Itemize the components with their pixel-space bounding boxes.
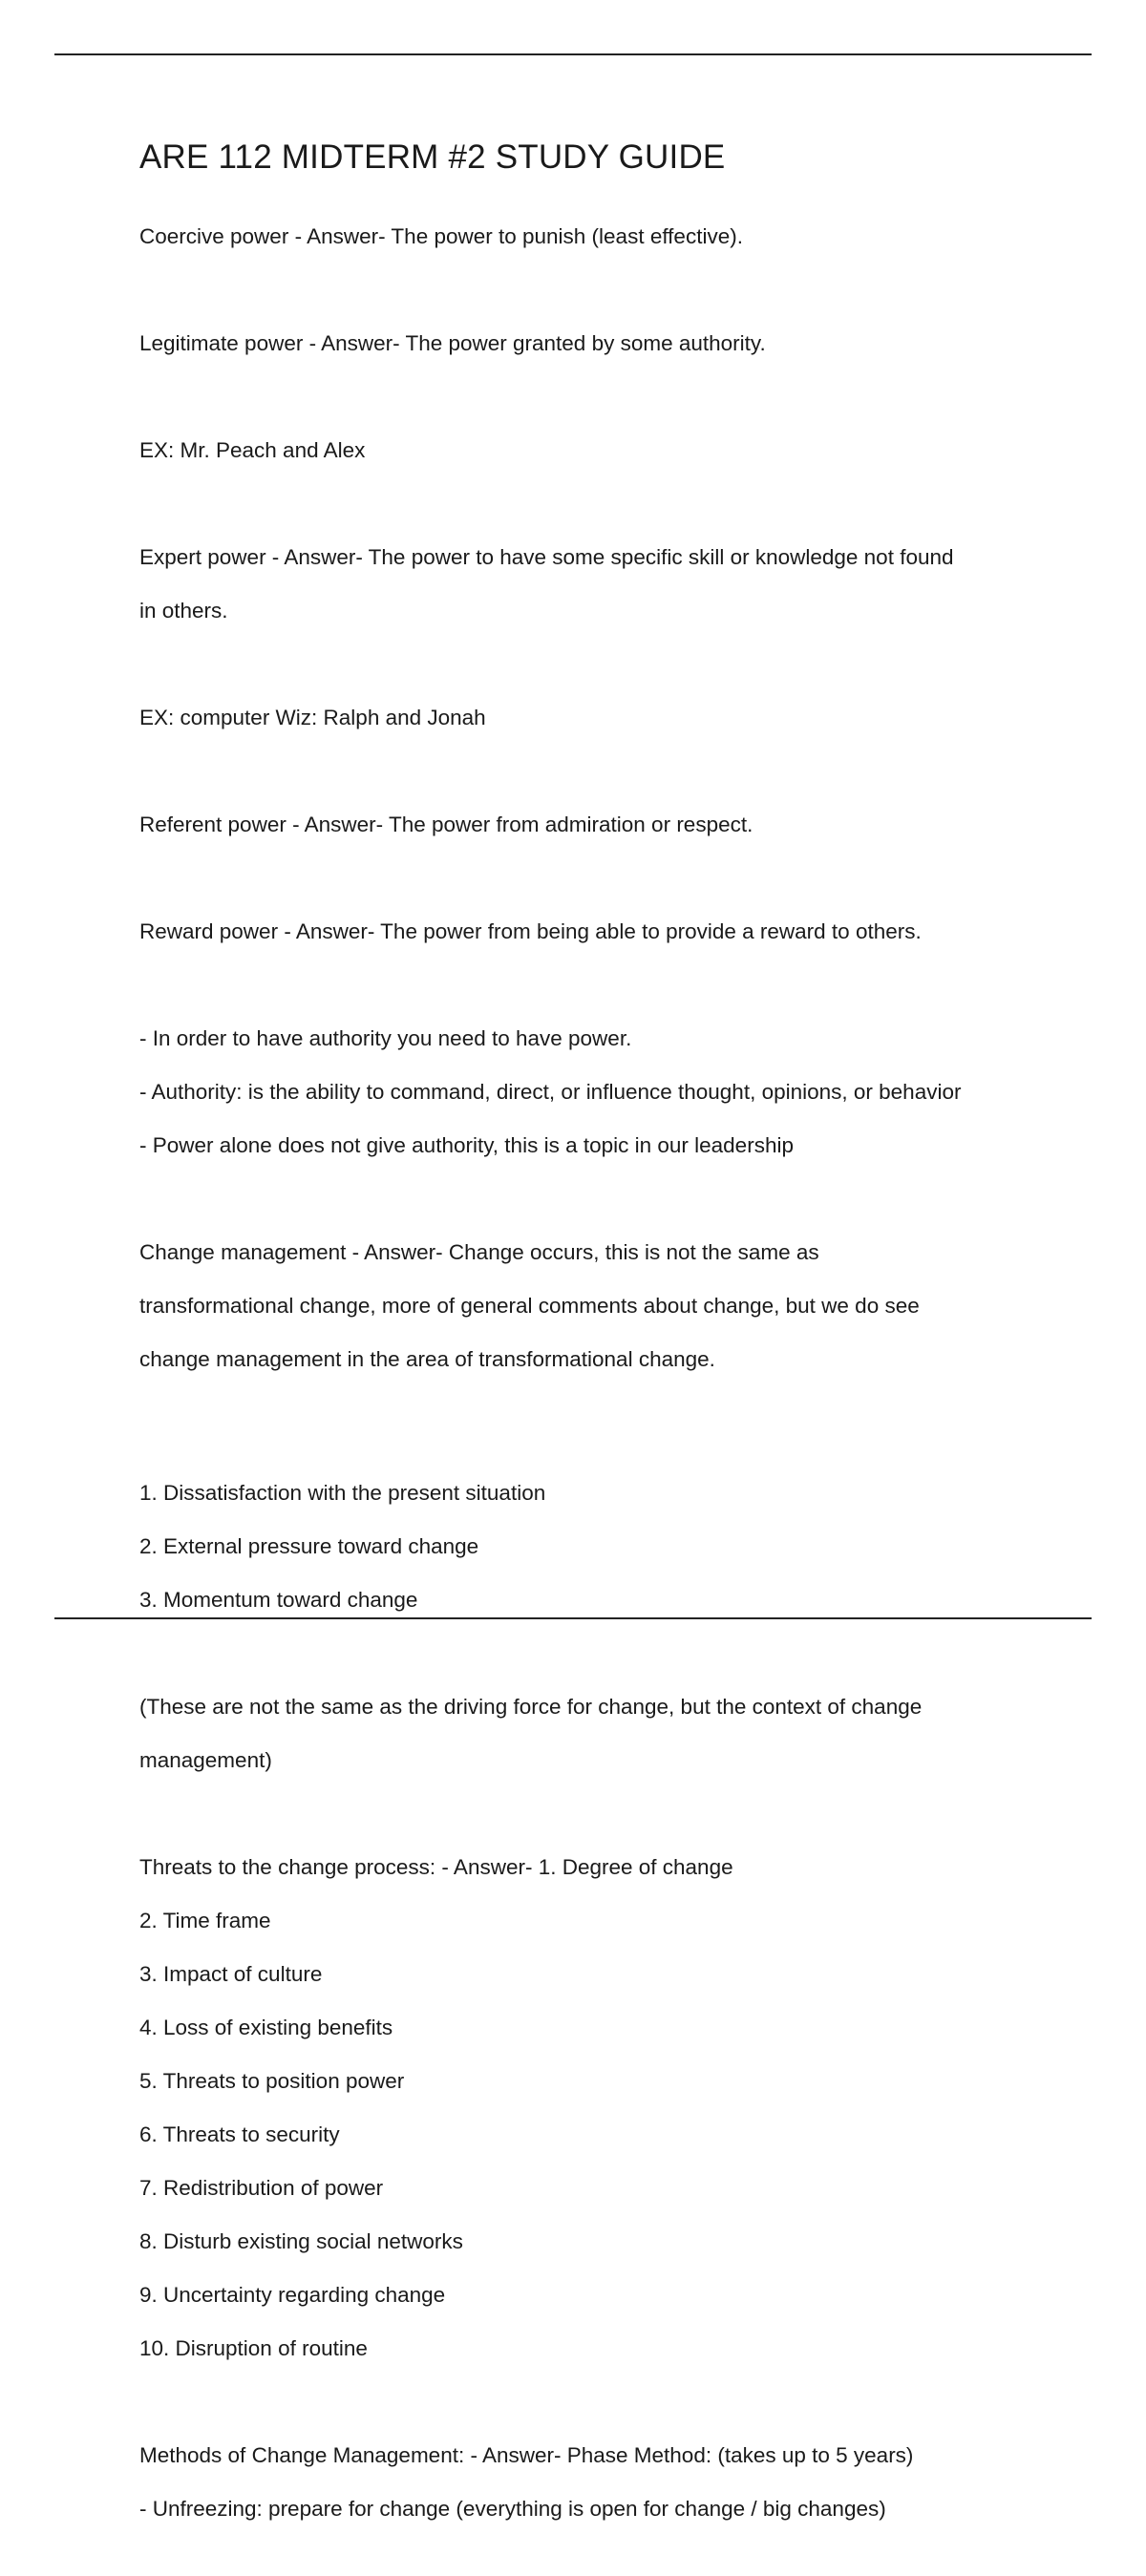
list-threats-to-change xyxy=(139,1827,1037,2389)
text-line: Change management - Answer- Change occurs, this is not the same as xyxy=(139,1240,819,1264)
paragraph-context-note xyxy=(139,1667,1037,1801)
text-line: EX: Mr. Peach and Alex xyxy=(139,438,366,462)
text-line: Reward power - Answer- The power from being able to provide a reward to others. xyxy=(139,919,922,943)
text-line: - Authority: is the ability to command, direct, or influence thought, opinions, or behavior xyxy=(139,1080,962,1104)
paragraph-example-legitimate xyxy=(139,411,1037,491)
text-line: transformational change, more of general comments about change, but we do see xyxy=(139,1294,920,1318)
list-item: 3. Momentum toward change xyxy=(139,1588,418,1612)
spacer xyxy=(139,1426,1037,1453)
text-line: in others. xyxy=(139,599,228,623)
top-rule xyxy=(54,53,1092,55)
text-line: Methods of Change Management: - Answer- Phase Method: (takes up to 5 years) xyxy=(139,2443,914,2467)
list-change-context xyxy=(139,1453,1037,1640)
list-item: 6. Threats to security xyxy=(139,2122,340,2146)
list-item: 3. Impact of culture xyxy=(139,1962,323,1986)
text-line: - Unfreezing: prepare for change (everything is open for change / big changes) xyxy=(139,2497,886,2521)
text-line: EX: computer Wiz: Ralph and Jonah xyxy=(139,706,486,729)
paragraph-coercive-power xyxy=(139,197,1037,277)
paragraph-example-expert xyxy=(139,678,1037,758)
bottom-rule xyxy=(54,1617,1092,1619)
paragraph-change-management xyxy=(139,1213,1037,1400)
text-line: Expert power - Answer- The power to have some specific skill or knowledge not found xyxy=(139,545,954,569)
text-line: change management in the area of transformational change. xyxy=(139,1347,715,1371)
list-item: 5. Threats to position power xyxy=(139,2069,405,2093)
text-line: Coercive power - Answer- The power to punish (least effective). xyxy=(139,224,743,248)
text-line: Legitimate power - Answer- The power granted by some authority. xyxy=(139,331,766,355)
paragraph-expert-power xyxy=(139,517,1037,651)
paragraph-methods-change-management xyxy=(139,2416,1037,2549)
text-line: Referent power - Answer- The power from admiration or respect. xyxy=(139,813,753,836)
list-item: 9. Uncertainty regarding change xyxy=(139,2283,446,2307)
list-item: 4. Loss of existing benefits xyxy=(139,2016,393,2039)
document-body xyxy=(139,137,1037,2576)
text-line: (These are not the same as the driving force for change, but the context of change xyxy=(139,1695,923,1719)
text-line: - In order to have authority you need to have power. xyxy=(139,1026,632,1050)
paragraph-referent-power xyxy=(139,785,1037,865)
list-item: 1. Dissatisfaction with the present situation xyxy=(139,1481,546,1505)
text-line: management) xyxy=(139,1748,272,1772)
text-line: - Power alone does not give authority, this is a topic in our leadership xyxy=(139,1133,794,1157)
list-item: Threats to the change process: - Answer- 1. Degree of change xyxy=(139,1855,733,1879)
paragraph-reward-power xyxy=(139,892,1037,972)
list-item: 2. Time frame xyxy=(139,1909,271,1932)
list-item: 2. External pressure toward change xyxy=(139,1534,479,1558)
paragraph-legitimate-power xyxy=(139,304,1037,384)
paragraph-authority-notes xyxy=(139,999,1037,1186)
list-item: 7. Redistribution of power xyxy=(139,2176,384,2200)
list-item: 8. Disturb existing social networks xyxy=(139,2229,463,2253)
list-item: 10. Disruption of routine xyxy=(139,2336,368,2360)
document-title: ARE 112 MIDTERM #2 STUDY GUIDE xyxy=(139,138,726,176)
